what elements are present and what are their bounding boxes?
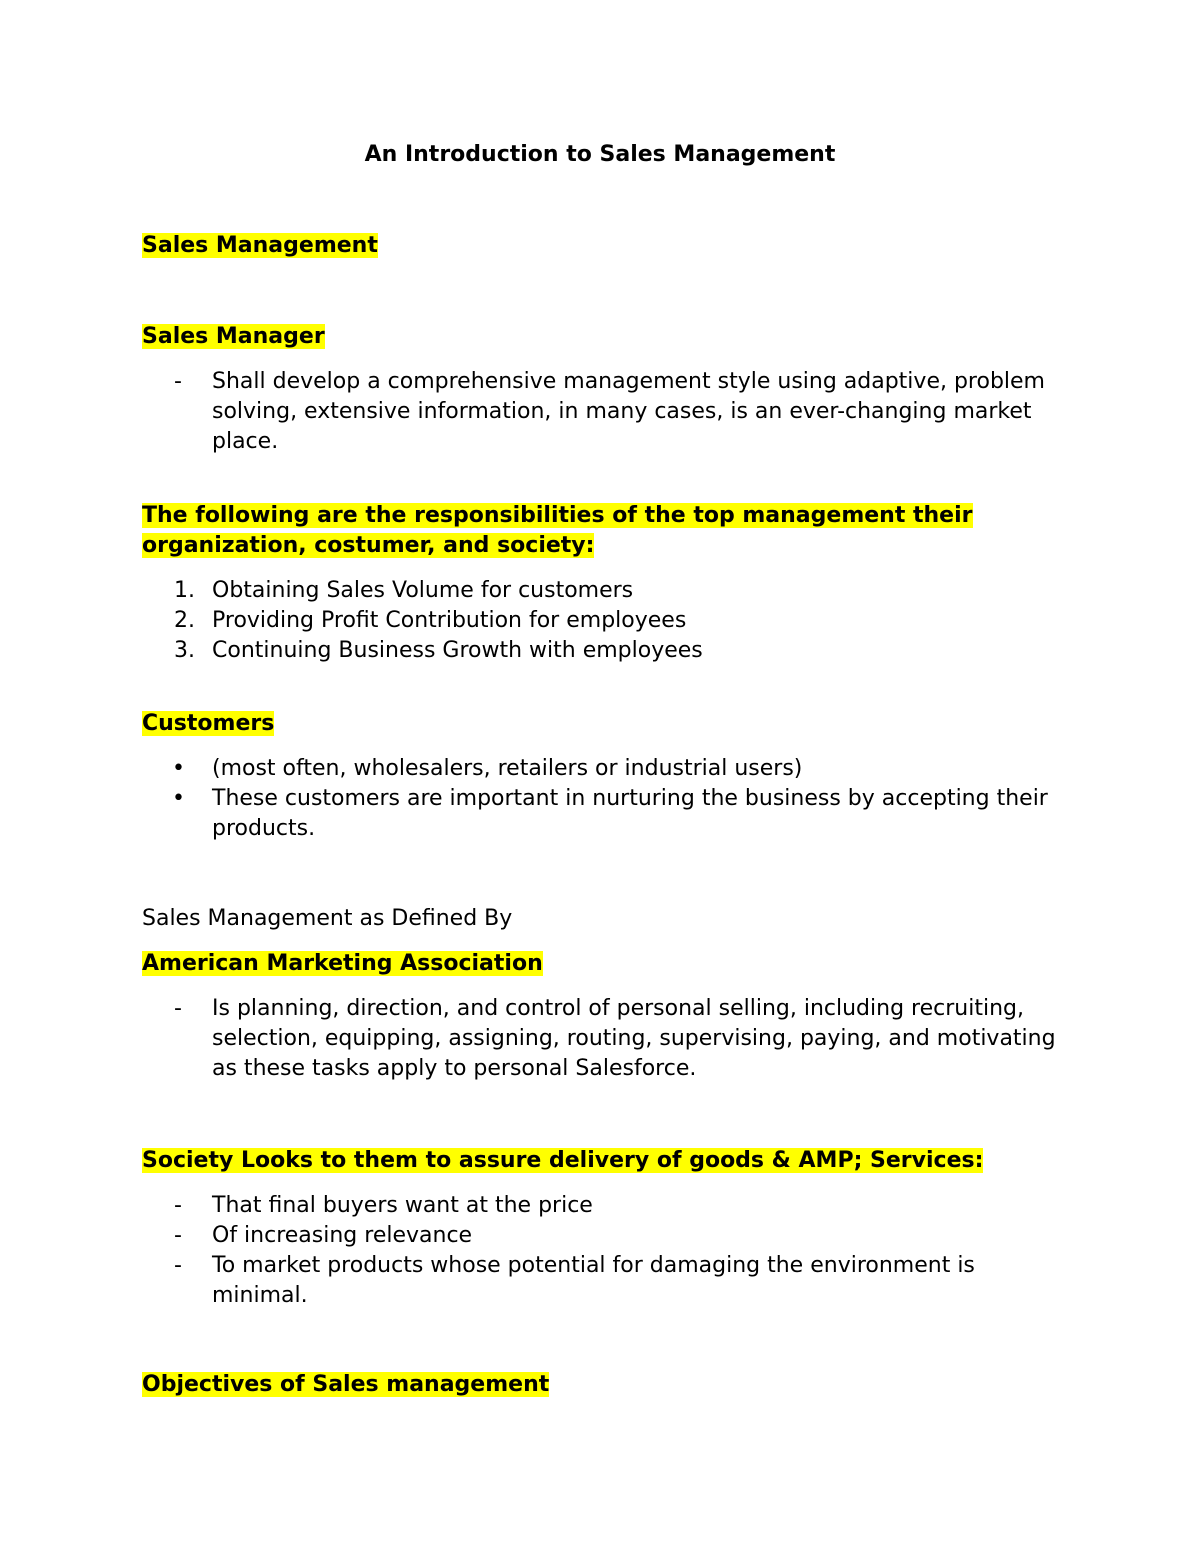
heading-objectives: Objectives of Sales management	[142, 1372, 550, 1397]
dash-marker: -	[174, 1223, 182, 1248]
responsibilities-list	[142, 576, 1062, 666]
list-item	[142, 636, 1062, 666]
section-sales-management	[142, 231, 1062, 261]
society-list	[142, 1191, 1062, 1311]
sales-manager-list	[142, 367, 1062, 457]
section-society	[142, 1146, 1062, 1311]
number-marker: 1.	[174, 578, 195, 603]
bullet-marker: •	[172, 786, 185, 811]
list-item	[142, 1251, 1062, 1311]
dash-marker: -	[174, 1253, 182, 1278]
list-item-text: These customers are important in nurturing the business by accepting their products.	[212, 786, 1048, 841]
heading-society: Society Looks to them to assure delivery of goods & AMP; Services:	[142, 1148, 984, 1173]
section-sales-manager	[142, 322, 1062, 457]
list-item-text: Shall develop a comprehensive management style using adaptive, problem solving, extensive information, in many cases, is an ever-changing market place.	[212, 369, 1045, 454]
list-item	[142, 784, 1062, 844]
section-ama	[142, 949, 1062, 1084]
list-item-text: (most often, wholesalers, retailers or industrial users)	[212, 756, 803, 781]
list-item	[142, 606, 1062, 636]
list-item-text: Obtaining Sales Volume for customers	[212, 578, 634, 603]
heading-sales-management: Sales Management	[142, 233, 378, 258]
dash-marker: -	[174, 1193, 182, 1218]
section-responsibilities	[142, 501, 1062, 666]
heading-sales-manager: Sales Manager	[142, 324, 325, 349]
defined-by-text: Sales Management as Defined By	[142, 906, 513, 931]
list-item	[142, 1221, 1062, 1251]
list-item-text: Providing Profit Contribution for employees	[212, 608, 687, 633]
list-item-text: Continuing Business Growth with employees	[212, 638, 703, 663]
heading-ama: American Marketing Association	[142, 951, 543, 976]
list-item	[142, 994, 1062, 1084]
dash-marker: -	[174, 369, 182, 394]
number-marker: 2.	[174, 608, 195, 633]
bullet-marker: •	[172, 756, 185, 781]
list-item-text: To market products whose potential for damaging the environment is minimal.	[212, 1253, 975, 1308]
section-customers	[142, 709, 1062, 844]
customers-list	[142, 754, 1062, 844]
list-item	[142, 367, 1062, 457]
list-item-text: That final buyers want at the price	[212, 1193, 593, 1218]
number-marker: 3.	[174, 638, 195, 663]
heading-responsibilities: The following are the responsibilities of the top management their organization, costumer, and society:	[142, 503, 973, 558]
ama-list	[142, 994, 1062, 1084]
list-item	[142, 754, 1062, 784]
list-item-text: Is planning, direction, and control of personal selling, including recruiting, selection, equipping, assigning, routing, supervising, paying, and motivating as these tasks apply to personal Salesforce.	[212, 996, 1056, 1081]
heading-customers: Customers	[142, 711, 275, 736]
list-item	[142, 576, 1062, 606]
list-item-text: Of increasing relevance	[212, 1223, 473, 1248]
dash-marker: -	[174, 996, 182, 1021]
section-objectives	[142, 1370, 1062, 1400]
document-title: An Introduction to Sales Management	[364, 142, 836, 167]
list-item	[142, 1191, 1062, 1221]
